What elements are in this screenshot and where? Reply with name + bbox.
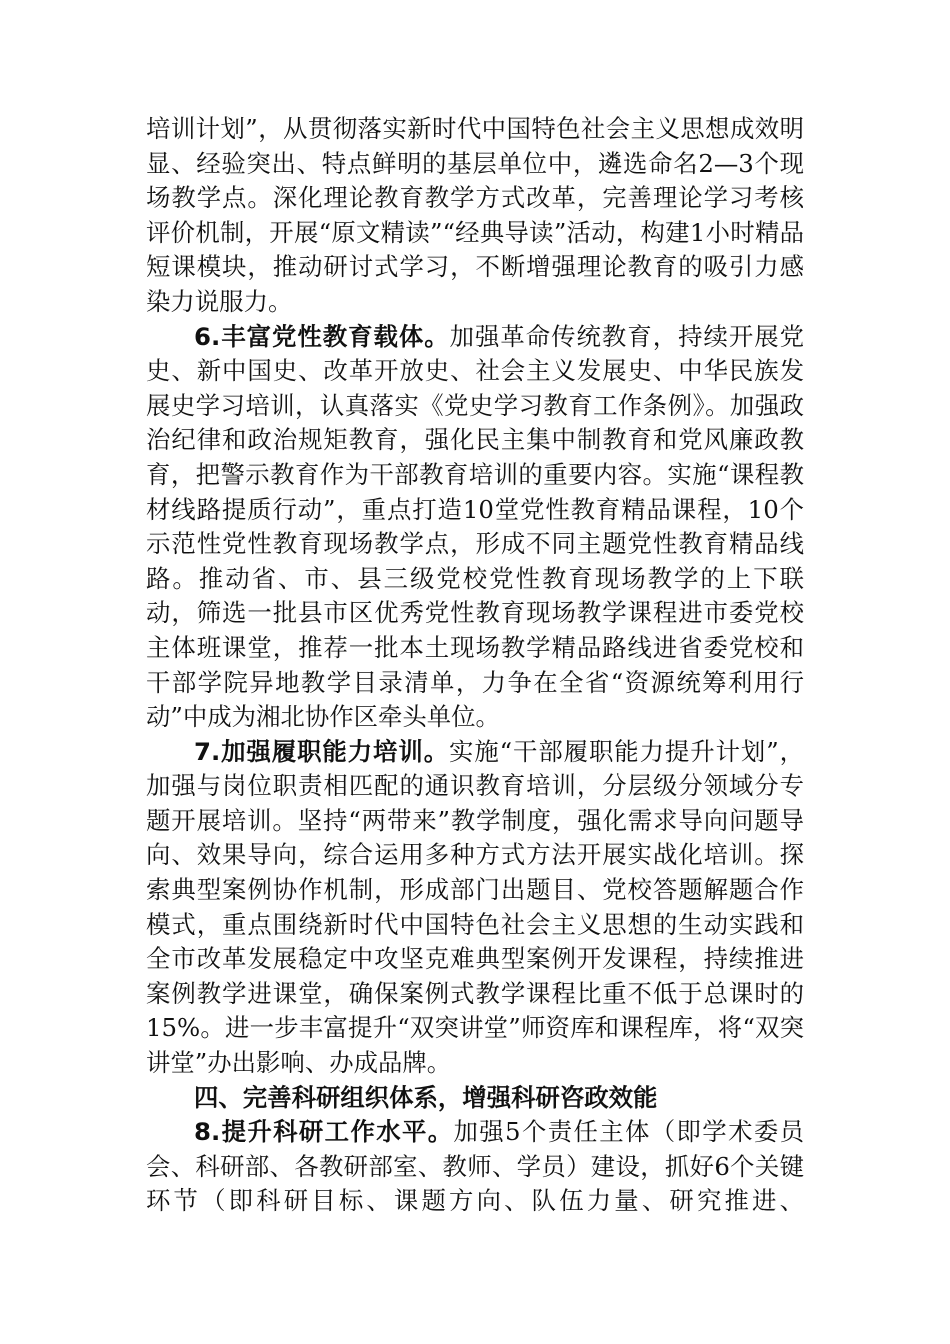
paragraph-item-7 bbox=[146, 735, 804, 1081]
section-4-heading: 四、完善科研组织体系，增强科研咨政效能 bbox=[194, 1082, 658, 1112]
paragraph-continued: 培训计划”，从贯彻落实新时代中国特色社会主义思想成效明显、经验突出、特点鲜明的基层单位中，遴选命名2—3个现场教学点。深化理论教育教学方式改革，完善理论学习考核评价机制，开展“原文精读”“经典导读”活动，构建1小时精品短课模块，推动研讨式学习，不断增强理论教育的吸引力感染力说服力。 bbox=[146, 114, 804, 316]
paragraph-item-8 bbox=[146, 1115, 804, 1219]
paragraph-item-6 bbox=[146, 320, 804, 735]
item-6-title: 6.丰富党性教育载体。 bbox=[194, 321, 450, 351]
item-8-title: 8.提升科研工作水平。 bbox=[194, 1117, 454, 1147]
item-7-title: 7.加强履职能力培训。 bbox=[194, 736, 450, 766]
item-6-body: 加强革命传统教育，持续开展党史、新中国史、改革开放史、社会主义发展史、中华民族发展史学习培训，认真落实《党史学习教育工作条例》。加强政治纪律和政治规矩教育，强化民主集中制教育和党风廉政教育，把警示教育作为干部教育培训的重要内容。实施“课程教材线路提质行动”，重点打造10堂党性教育精品课程，10个示范性党性教育现场教学点，形成不同主题党性教育精品线路。推动省、市、县三级党校党性教育现场教学的上下联动，筛选一批县市区优秀党性教育现场教学课程进市委党校主体班课堂，推荐一批本土现场教学精品路线进省委党校和干部学院异地教学目录清单，力争在全省“资源统筹利用行动”中成为湘北协作区牵头单位。 bbox=[146, 321, 804, 732]
document-page bbox=[146, 112, 804, 1219]
item-7-body: 实施“干部履职能力提升计划”，加强与岗位职责相匹配的通识教育培训，分层级分领域分专题开展培训。坚持“两带来”教学制度，强化需求导向问题导向、效果导向，综合运用多种方式方法开展实战化培训。探索典型案例协作机制，形成部门出题目、党校答题解题合作模式，重点围绕新时代中国特色社会主义思想的生动实践和全市改革发展稳定中攻坚克难典型案例开发课程，持续推进案例教学进课堂，确保案例式教学课程比重不低于总课时的15%。进一步丰富提升“双突讲堂”师资库和课程库，将“双突讲堂”办出影响、办成品牌。 bbox=[146, 736, 804, 1078]
item-8-body: 加强5个责任主体（即学术委员会、科研部、各教研部室、教师、学员）建设，抓好6个关键环节（即科研目标、课题方向、队伍力量、研究推进、 bbox=[146, 1117, 804, 1216]
